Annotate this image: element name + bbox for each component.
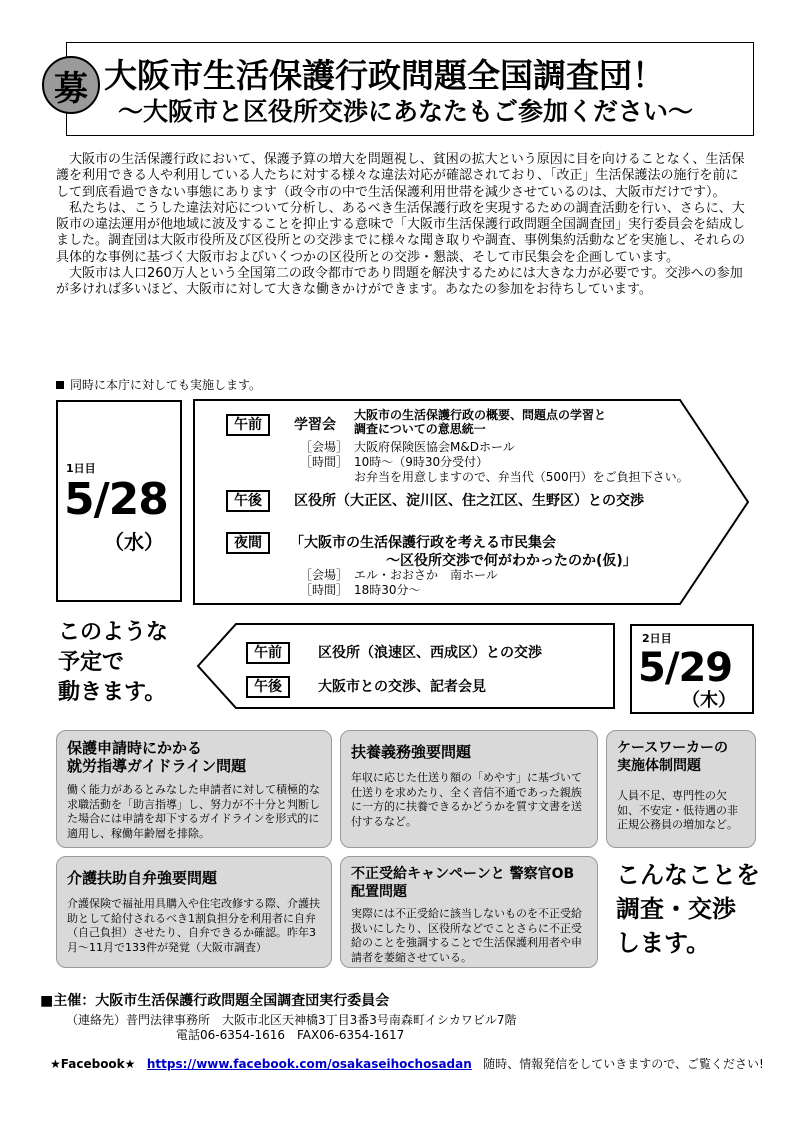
- issue-title: 保護申請時にかかる 就労指導ガイドライン問題: [67, 739, 247, 775]
- facebook-label: ★Facebook★: [50, 1057, 136, 1071]
- day1-time2: ［時間］ 18時30分〜: [300, 583, 421, 597]
- recruit-badge: 募: [42, 56, 100, 114]
- day1-morning-tag: 午前: [226, 414, 270, 436]
- day1-morning-title: 学習会: [294, 417, 336, 433]
- issue-body: 実際には不正受給に該当しないものを不正受給扱いにしたり、区役所などでことさらに不正受給のことを強調することで生活保護利用者や申請者を萎縮させている。: [351, 907, 582, 964]
- day1-evening-title-line2: 〜区役所交渉で何がわかったのか(仮)」: [386, 553, 637, 569]
- page-title: 大阪市生活保護行政問題全国調査団！: [104, 56, 665, 95]
- issue-body: 働く能力があるとみなした申請者に対して積極的な求職活動を「助言指導」し、努力が不十分と判断した場合には申請を却下するガイドラインを形式的に適用し、稼働年齢層を排除。: [67, 783, 320, 840]
- day1-time1: ［時間］ 10時〜（9時30分受付）: [300, 455, 489, 469]
- day1-evening-tag: 夜間: [226, 532, 270, 554]
- day2-date: 5/29: [638, 645, 733, 691]
- issue-card-caseworker: [606, 730, 756, 848]
- day2-label: 2日目: [642, 632, 672, 645]
- day1-morning-desc-line1: 大阪市の生活保護行政の概要、問題点の学習と: [354, 408, 607, 422]
- issue-title: 扶養義務強要問題: [351, 743, 472, 761]
- contact-address: （連絡先）普門法律事務所 大阪市北区天神橋3丁目3番3号南森町イシカワビル7階: [66, 1013, 517, 1027]
- page-subtitle: 〜大阪市と区役所交渉にあなたもご参加ください〜: [118, 97, 694, 126]
- day1-morning-desc: [354, 408, 606, 436]
- facebook-link[interactable]: https://www.facebook.com/osakaseihochosadan: [146, 1057, 472, 1071]
- schedule-slogan-line3: 動きます。: [58, 680, 167, 705]
- day1-evening-title-line1: 「大阪市の生活保護行政を考える市民集会: [290, 535, 556, 551]
- investigation-slogan: [616, 858, 760, 960]
- intro-paragraph-3: 大阪市は人口260万人という全国第二の政令都市であり問題を解決するためには大きな力が必要です。交渉への参加が多ければ多いほど、大阪市に対して大きな働きかけができます。あなたの参加をお待ちしています。: [56, 266, 743, 298]
- day2-morning-title: 区役所（浪速区、西成区）との交渉: [318, 645, 542, 661]
- day1-morning-desc-line2: 調査についての意思統一: [354, 422, 486, 436]
- intro-paragraph-1: 大阪市の生活保護行政において、保護予算の増大を問題視し、貧困の拡大という原因に目を向けることなく、生活保護を利用できる人や利用している人たちに対する様々な違法対応が確認されており、「改正」生活保護法の施行を前にして到底看過できない事態にあります（政令市の中で生活保護利用世帯を減少させているのは、大阪市だけです）。: [56, 152, 745, 200]
- day1-label: 1日目: [66, 462, 96, 475]
- intro-paragraph-2: 私たちは、こうした違法対応について分析し、あるべき生活保護行政を実現するための調査活動を行い、さらに、大阪市の違法運用が他地域に波及することを抑止する意味で「大阪市生活保護行政問題全国調査団」実行委員会を結成しました。調査団は大阪市役所及び区役所との交渉までに様々な聞き取りや調査、事例集約活動などを実施し、それらの具体的な事例に基づく大阪市およびいくつかの区役所との交渉・懇談、そして市民集会を企画しています。: [56, 200, 746, 265]
- facebook-note: 随時、情報発信をしていきますので、ご覧ください!: [483, 1057, 764, 1071]
- issue-body: 介護保険で福祉用具購入や住宅改修する際、介護扶助として給付されるべき1割負担分を利用者に自弁（自己負担）させたり、自弁できるか確認。昨年3月〜11月で133件が発覚（大阪市調査）: [67, 897, 320, 954]
- issue-title: ケースワーカーの 実施体制問題: [617, 740, 729, 774]
- issue-title: 介護扶助自弁強要問題: [67, 869, 218, 887]
- day1-date-box: [56, 400, 182, 602]
- issue-body: 人員不足、専門性の欠如、不安定・低待遇の非正規公務員の増加など。: [617, 789, 738, 831]
- day2-morning-tag: 午前: [246, 642, 290, 664]
- issue-card-guideline: [56, 730, 332, 848]
- day2-date-box: [630, 624, 754, 714]
- note-text: 同時に本庁に対しても実施します。: [70, 378, 262, 392]
- investigation-slogan-line3: します。: [616, 929, 711, 957]
- day2-weekday: （木）: [682, 690, 736, 711]
- intro-text: [56, 152, 746, 299]
- day1-venue2: ［会場］ エル・おおさか 南ホール: [300, 568, 498, 582]
- schedule-slogan: [58, 618, 168, 708]
- organizer: ■主催：大阪市生活保護行政問題全国調査団実行委員会: [40, 993, 390, 1009]
- issue-card-care-assistance: [56, 856, 332, 968]
- day1-weekday: （水）: [104, 530, 164, 554]
- issue-card-fraud-campaign: [340, 856, 598, 968]
- issue-body: 年収に応じた仕送り額の「めやす」に基づいて仕送りを求めたり、全く音信不通であった親族に一方的に扶養できるかどうかを質す文書を送付するなど。: [351, 771, 582, 828]
- day1-venue1: ［会場］ 大阪府保険医協会M&Dホール: [300, 440, 515, 454]
- contact-info: [66, 1013, 517, 1043]
- investigation-slogan-line1: こんなことを: [616, 861, 760, 889]
- contact-phone: 電話06-6354-1616 FAX06-6354-1617: [176, 1028, 405, 1042]
- day2-afternoon-title: 大阪市との交渉、記者会見: [318, 679, 486, 695]
- schedule-slogan-line2: 予定で: [58, 650, 125, 675]
- facebook-line: [50, 1055, 764, 1072]
- note: [56, 376, 261, 393]
- day1-afternoon-title: 区役所（大正区、淀川区、住之江区、生野区）との交渉: [294, 493, 644, 509]
- investigation-slogan-line2: 調査・交渉: [616, 895, 736, 923]
- schedule-slogan-line1: このような: [58, 620, 169, 645]
- day1-afternoon-tag: 午後: [226, 490, 270, 512]
- day2-afternoon-tag: 午後: [246, 676, 290, 698]
- issue-title: 不正受給キャンペーンと 警察官OB配置問題: [351, 866, 575, 900]
- square-bullet-icon: [56, 381, 64, 389]
- issue-card-support-duty: [340, 730, 598, 848]
- day1-lunch-note: お弁当を用意しますので、弁当代（500円）をご負担下さい。: [354, 470, 689, 484]
- day1-date: 5/28: [64, 474, 168, 525]
